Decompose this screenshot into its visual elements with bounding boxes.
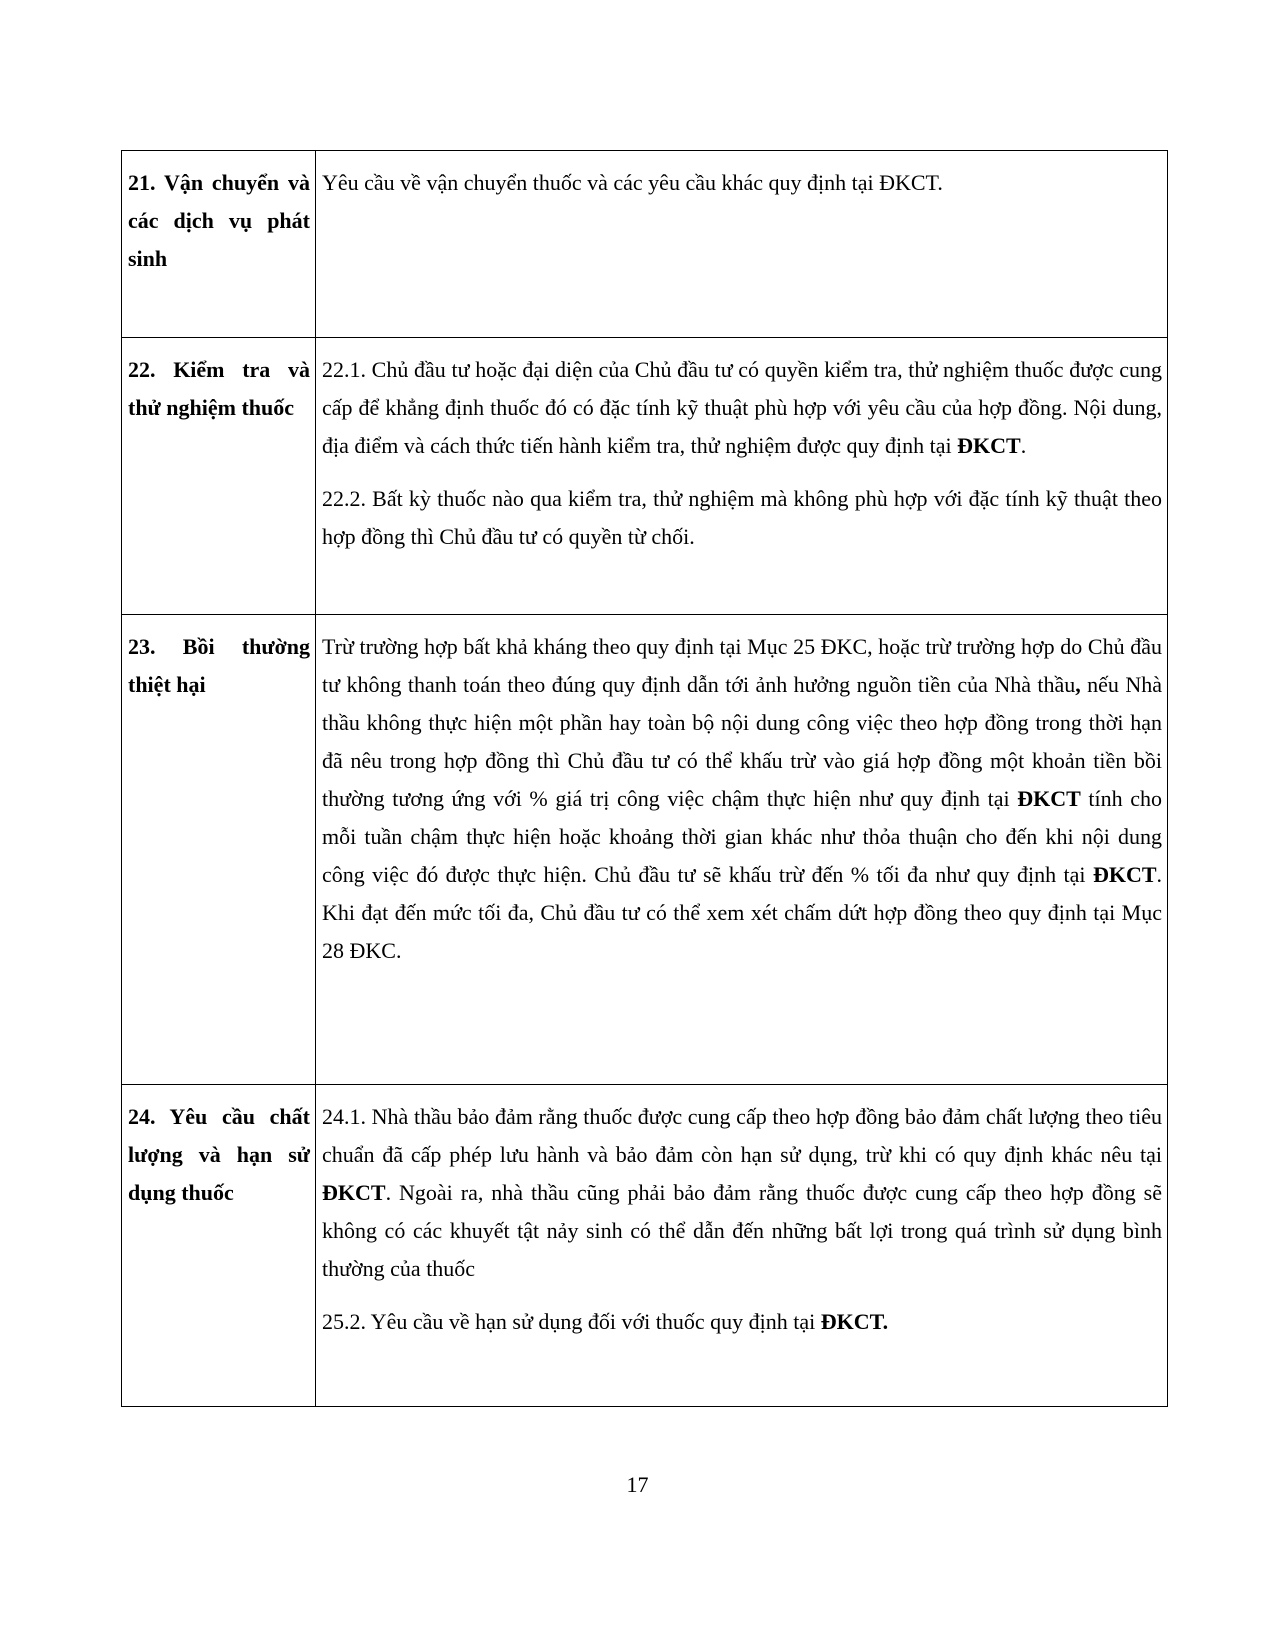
row-header-text: 21. Vận chuyển và các dịch vụ phát sinh [128,170,310,271]
bold-text-segment: , [1075,672,1081,697]
row-header-text: 22. Kiểm tra và thử nghiệm thuốc [128,357,310,420]
row-header-cell [122,338,316,615]
bold-text-segment: ĐKCT [957,433,1021,458]
text-segment: Trừ trường hợp bất khả kháng theo quy định tại Mục 25 ĐKC, hoặc trừ trường hợp do Chủ đầu tư không thanh toán theo đúng quy định dẫn tới ảnh hưởng nguồn tiền của Nhà thầu [322,634,1162,697]
page-number: 17 [626,1472,649,1497]
text-segment: nếu Nhà thầu không thực hiện một phần hay toàn bộ nội dung công việc theo hợp đồng trong thời hạn đã nêu trong hợp đồng thì Chủ đầu tư có thể khấu trừ vào giá hợp đồng một khoản tiền bồi thường tương ứng với % giá trị công việc chậm thực hiện như quy định tại [322,672,1162,811]
text-segment: . Khi đạt đến mức tối đa, Chủ đầu tư có thể xem xét chấm dứt hợp đồng theo quy định tại Mục 28 ĐKC. [322,862,1162,963]
text-segment: Yêu cầu về vận chuyển thuốc và các yêu cầu khác quy định tại ĐKCT. [322,170,943,195]
row-content-cell [316,338,1168,615]
bold-text-segment: ĐKCT. [820,1309,889,1334]
row-header-cell [122,151,316,338]
table-row [122,1085,1168,1407]
text-segment: 24.1. Nhà thầu bảo đảm rằng thuốc được cung cấp theo hợp đồng bảo đảm chất lượng theo tiêu chuẩn đã cấp phép lưu hành và bảo đảm còn hạn sử dụng, trừ khi có quy định khác nêu tại [322,1104,1162,1167]
row-header-cell [122,1085,316,1407]
row-header-cell [122,615,316,1085]
content-paragraph [322,351,1162,465]
row-header-text: 24. Yêu cầu chất lượng và hạn sử dụng thuốc [128,1104,310,1205]
text-segment: tính cho mỗi tuần chậm thực hiện hoặc khoảng thời gian khác như thỏa thuận cho đến khi nội dung công việc đó được thực hiện. Chủ đầu tư sẽ khấu trừ đến % tối đa như quy định tại [322,786,1162,887]
row-content-cell [316,151,1168,338]
text-segment: . Ngoài ra, nhà thầu cũng phải bảo đảm rằng thuốc được cung cấp theo hợp đồng sẽ không có các khuyết tật nảy sinh có thể dẫn đến những bất lợi trong quá trình sử dụng bình thường của thuốc [322,1180,1162,1281]
text-segment: . [1020,433,1027,458]
row-header-text: 23. Bồi thường thiệt hại [128,634,310,697]
bold-text-segment: ĐKCT [1017,786,1081,811]
table-row [122,338,1168,615]
text-segment: 22.1. Chủ đầu tư hoặc đại diện của Chủ đầu tư có quyền kiểm tra, thử nghiệm thuốc được cung cấp để khẳng định thuốc đó có đặc tính kỹ thuật phù hợp với yêu cầu của hợp đồng. Nội dung, địa điểm và cách thức tiến hành kiểm tra, thử nghiệm được quy định tại [322,357,1162,458]
content-paragraph [322,1098,1162,1288]
table-row [122,151,1168,338]
content-paragraph [322,164,1162,202]
row-content-cell [316,1085,1168,1407]
contract-conditions-table [121,150,1168,1407]
bold-text-segment: ĐKCT [1092,862,1157,887]
content-paragraph [322,628,1162,970]
row-content-cell [316,615,1168,1085]
contract-table-body [122,151,1168,1407]
bold-text-segment: ĐKCT [322,1180,386,1205]
table-row [122,615,1168,1085]
text-segment: 22.2. Bất kỳ thuốc nào qua kiểm tra, thử nghiệm mà không phù hợp với đặc tính kỹ thuật theo hợp đồng thì Chủ đầu tư có quyền từ chối. [322,486,1162,549]
content-paragraph [322,480,1162,556]
content-paragraph [322,1303,1162,1341]
text-segment: 25.2. Yêu cầu về hạn sử dụng đối với thuốc quy định tại [322,1309,821,1334]
